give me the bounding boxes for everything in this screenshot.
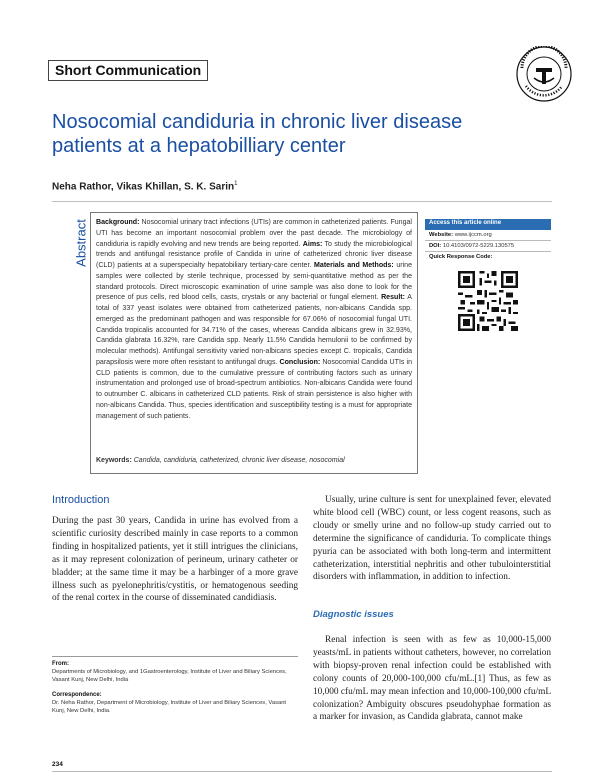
introduction-paragraph: During the past 30 years, Candida in urine has evolved from a scientific curiosity described mainly in case reports to a common finding in hospitalized patients, yet it still intrigues the clinicians, as it may represent colonization of perineum, urinary catheter or bladder; at the same time it may be a harbinger of a more grave illness such as pyelonephritis/cystitis, or hematogenous seeding of the renal cortex in the course of disseminated candidiasis. (52, 516, 298, 604)
result-text: A total of 337 yeast isolates were obtained from catheterized patients, non-albicans Candida spp. emerged as the predominant pathogen and was responsible for 67.06% of nosocomial fungal UTI. Candida tropicalis accounted for 34.71% of the cases, whereas Candida albicans grew in 32.93%, Candida glabrata 16.32%, rare Candida spp. Nearly 11.5% Candida hemulonii to be confirmed by molecular methods). Antifungal sensitivity varied non-albicans species except C. tropicalis, Candida parapsilosis were more often resistant to antifungal drugs. (96, 294, 412, 366)
qr-code-icon[interactable] (458, 271, 518, 331)
section-label: Short Communication (48, 60, 208, 81)
background-label: Background: (96, 219, 140, 226)
keywords-label: Keywords: (96, 457, 132, 464)
from-label: From: (52, 661, 69, 667)
diagnostic-paragraph: Renal infection is seen with as few as 10,000-15,000 yeasts/mL in patients without catheters, however, no correlation with biopsy-proven renal infection could be established with colony counts of 20,000-100,000 cfu/mL.[1] Thus, as few as 10,000 cfu/mL may mean infection and 10,000-100,000 cfu/mL colonization? Ambiguity obscures pseudohyphae formation as a marker for invasion, as Candida glabrata, cannot make (313, 635, 551, 723)
access-article-box (425, 219, 551, 262)
doi-row (425, 241, 551, 252)
society-logo (516, 46, 572, 102)
authors-text: Neha Rathor, Vikas Khillan, S. K. Sarin (52, 181, 235, 193)
correspondence-label: Correspondence: (52, 692, 102, 698)
doi-label: DOI: (429, 243, 442, 249)
from-affiliation: Departments of Microbiology, and 1Gastroenterology, Institute of Liver and Biliary Sciences, Vasant Kunj, New Delhi, India (52, 669, 287, 683)
background-text: Nosocomial urinary tract infections (UTIs) are common in catheterized patients. Fungal UTI has become an important nosocomial problem over the past decade. The microbiology of candiduria is rapidly evolving and new trends are being reported. (96, 219, 412, 248)
abstract-side-label (72, 212, 90, 274)
abstract-body (96, 218, 412, 422)
correspondence-text: Dr. Neha Rathor, Department of Microbiology, Institute of Liver and Biliary Sciences, Vasant Kunj, New Delhi, India. (52, 700, 287, 714)
conclusion-text: Nosocomial Candida UTIs in CLD patients is common, due to the cumulative pressure of contributing factors such as urinary instrumentation and prolonged use of broad-spectrum antibiotics. Non-albicans Candida were found to outnumber C. albicans in catheterized CLD patients. Risk of strain persistence is also higher with non-albicans Candida. Thus, species identification and susceptibility testing is a must for appropriate management of such patients. (96, 358, 412, 420)
methods-label: Materials and Methods: (314, 262, 394, 269)
page-footer-rule (52, 771, 552, 772)
access-heading: Access this article online (425, 219, 551, 230)
column2-paragraph: Usually, urine culture is sent for unexplained fever, elevated white blood cell (WBC) count, or less cogent reasons, such as cloudy or smelly urine and no follow-up study carried out to determine the significance of candiduria. To complicate things pyuria can be associated with both long-term and intermittent catheterization, interstitial nephritis and other tubulointerstitial disorders with inflammation, in addition to infection. (313, 495, 551, 583)
diagnostic-issues-heading: Diagnostic issues (313, 609, 394, 620)
doi-value[interactable]: 10.4103/0972-5229.130575 (442, 243, 515, 249)
author-affiliation-mark: 1 (234, 181, 238, 187)
result-label: Result: (381, 294, 405, 302)
website-row (425, 230, 551, 241)
aims-text: To study the microbiological trends and antifungal resistance profile of Candida in urine of catheterized chronic liver disease (CLD) patients at a superspecialty hepatobiliary tertiary-care center. (96, 240, 412, 269)
keywords-text: Candida, candiduria, catheterized, chronic liver disease, nosocomial (133, 457, 345, 464)
aims-label: Aims: (302, 240, 323, 248)
author-list (52, 181, 237, 192)
introduction-heading: Introduction (52, 494, 110, 506)
qr-row (425, 252, 551, 262)
keywords (96, 456, 412, 466)
abstract-label-text: Abstract (73, 219, 89, 267)
website-label: Website: (429, 232, 454, 238)
footnote-divider (52, 656, 298, 657)
conclusion-label: Conclusion: (279, 358, 321, 366)
title-divider (52, 201, 552, 202)
qr-label: Quick Response Code: (429, 254, 493, 260)
article-title: Nosocomial candiduria in chronic liver disease patients at a hepatobilliary center (52, 111, 463, 157)
website-link[interactable]: www.ijccm.org (454, 232, 492, 238)
page-number: 234 (52, 761, 63, 768)
methods-text: urine samples were collected by sterile technique, processed by semi-quantitative method as per the standard protocols. Direct microscopic examination of urine sample was also done to look for the presence of pus cells, red blood cells, casts, crystals or any bacterial or fungal element. (96, 262, 413, 302)
